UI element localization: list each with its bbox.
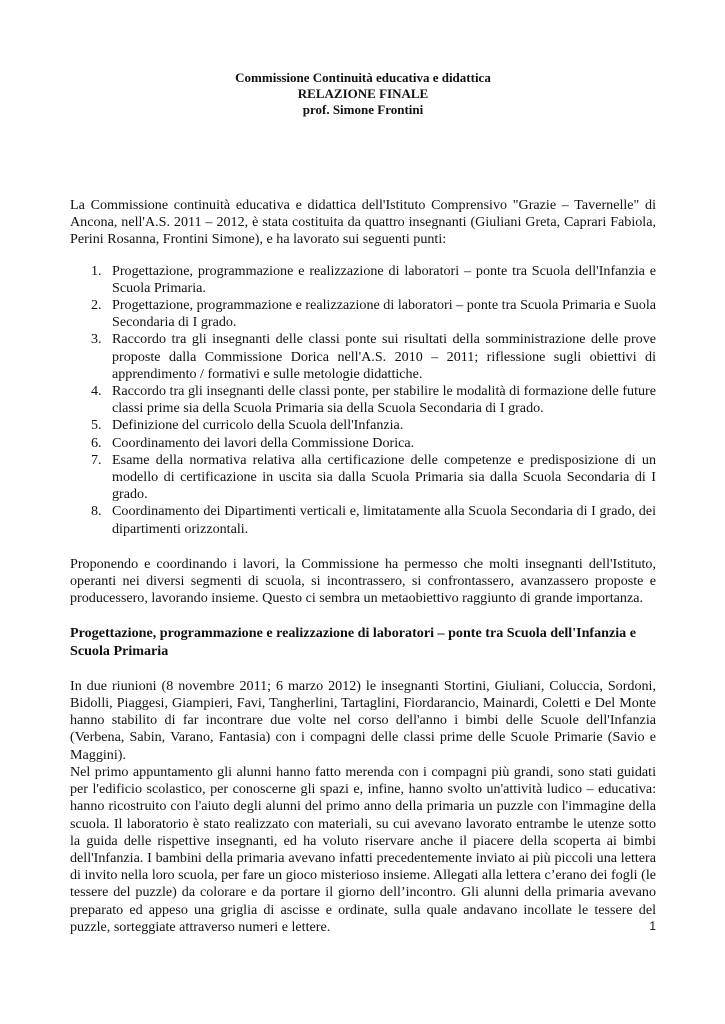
- list-number: 4.: [91, 383, 102, 400]
- work-points-list: [70, 263, 656, 538]
- page-number: 1: [649, 919, 656, 933]
- list-text: Coordinamento dei Dipartimenti verticali e, limitatamente alla Scuola Secondaria di I grado, dei dipartimenti orizzontali.: [112, 503, 656, 537]
- list-item: [70, 383, 656, 417]
- list-item: [70, 331, 656, 383]
- document-page: [70, 70, 656, 936]
- header-report-title: RELAZIONE FINALE: [297, 86, 429, 101]
- header-author: prof. Simone Frontini: [302, 102, 424, 117]
- section-heading: Progettazione, programmazione e realizzazione di laboratori – ponte tra Scuola dell'Infanzia e Scuola Primaria: [70, 625, 637, 659]
- list-text: Progettazione, programmazione e realizzazione di laboratori – ponte tra Scuola dell'Infanzia e Scuola Primaria.: [112, 262, 656, 296]
- intro-paragraph: La Commissione continuità educativa e didattica dell'Istituto Comprensivo "Grazie – Tavernelle" di Ancona, nell'A.S. 2011 – 2012, è stata costituita da quattro insegnanti (Giuliani Greta, Caprari Fabiola, Perini Rosanna, Frontini Simone), e ha lavorato sui seguenti punti:: [70, 197, 656, 248]
- list-number: 5.: [91, 417, 102, 434]
- list-text: Progettazione, programmazione e realizzazione di laboratori – ponte tra Scuola Primaria e Suola Secondaria di I grado.: [112, 297, 656, 331]
- list-item: [70, 503, 656, 537]
- list-item: [70, 263, 656, 297]
- list-item: [70, 297, 656, 331]
- list-item: [70, 435, 656, 452]
- list-text: Esame della normativa relativa alla certificazione delle competenze e predisposizione di un modello di certificazione in uscita sia dalla Scuola Primaria sia dalla Scuola Secondaria di I grado.: [112, 451, 656, 503]
- list-number: 2.: [91, 297, 102, 314]
- first-meeting-paragraph: Nel primo appuntamento gli alunni hanno fatto merenda con i compagni più grandi, sono stati guidati per l'edificio scolastico, per conoscerne gli spazi e, infine, hanno svolto un'attività ludico – educativa: hanno ricostruito con l'aiuto degli alunni del primo anno della primaria un puzzle con l'immagine della scuola. Il laboratorio è stato realizzato con materiali, su cui avevano lavorato entrambe le utenze sotto la guida delle rispettive insegnanti, ed ha voluto riservare anche il piacere della scoperta ai bimbi dell'Infanzia. I bambini della primaria avevano infatti precedentemente inviato ai più piccoli una lettera di invito nella loro scuola, per fare un gioco misterioso insieme. Allegati alla lettera c’erano dei fogli (le tessere del puzzle) da colorare e da portare il giorno dell’incontro. Gli alunni della primaria avevano preparato ed appeso una griglia di ascisse e ordinate, sulla quale andavano incollate le tessere del puzzle, sorteggiate attraverso numeri e lettere.: [70, 763, 656, 935]
- closing-paragraph: Proponendo e coordinando i lavori, la Commissione ha permesso che molti insegnanti dell'Istituto, operanti nei diversi segmenti di scuola, si incontrassero, si confrontassero, avanzassero proposte e producessero, lavorando insieme. Questo ci sembra un metaobiettivo raggiunto di grande importanza.: [70, 555, 656, 607]
- list-text: Raccordo tra gli insegnanti delle classi ponte, per stabilire le modalità di formazione delle future classi prime sia della Scuola Primaria sia della Scuola Secondaria di I grado.: [112, 383, 656, 417]
- list-number: 1.: [91, 262, 102, 279]
- document-header: [70, 70, 656, 118]
- header-commission-title: Commissione Continuità educativa e didattica: [235, 70, 491, 85]
- meetings-paragraph: In due riunioni (8 novembre 2011; 6 marzo 2012) le insegnanti Stortini, Giuliani, Coluccia, Sordoni, Bidolli, Piaggesi, Giampieri, Favi, Tangherlini, Tartaglini, Fiordarancio, Mainardi, Coletti e Del Monte hanno stabilito di far incontrare due volte nel corso dell'anno i bimbi delle Scuole dell'Infanzia (Verbena, Sabin, Varano, Fantasia) con i compagni delle classi prime delle Scuole Primarie (Savio e Maggini).: [70, 677, 656, 763]
- list-text: Definizione del curricolo della Scuola dell'Infanzia.: [112, 417, 404, 434]
- list-number: 3.: [91, 331, 102, 348]
- list-number: 6.: [91, 434, 102, 451]
- list-item: [70, 452, 656, 504]
- list-item: [70, 417, 656, 434]
- list-text: Raccordo tra gli insegnanti delle classi ponte sui risultati della somministrazione delle prove proposte dalla Commissione Dorica nell'A.S. 2010 – 2011; riflessione sugli obiettivi di apprendimento / formativi e sulle metologie didattiche.: [112, 331, 656, 382]
- list-number: 8.: [91, 503, 102, 520]
- list-text: Coordinamento dei lavori della Commissione Dorica.: [112, 434, 415, 451]
- list-number: 7.: [91, 451, 102, 468]
